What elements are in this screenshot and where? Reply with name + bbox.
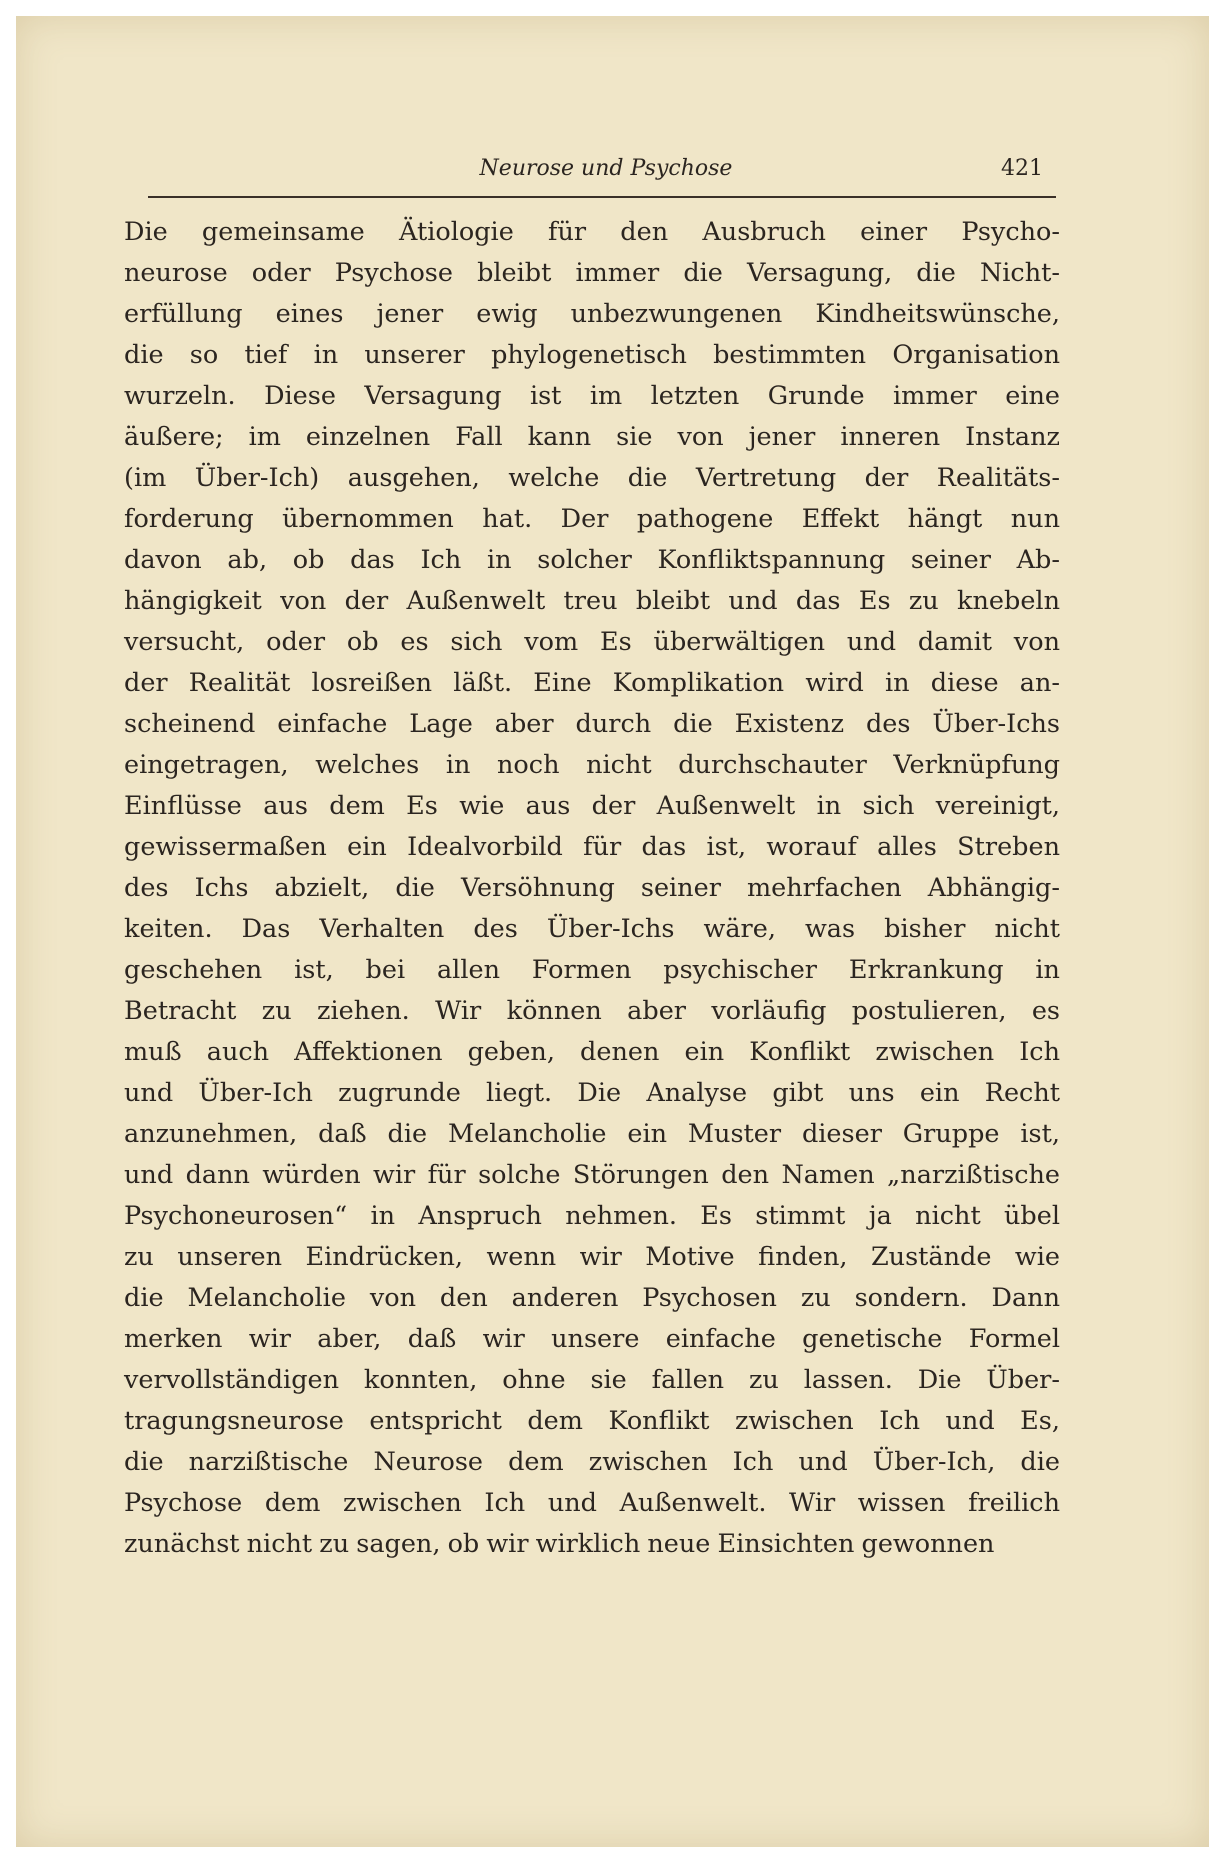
text-line: muß auch Affektionen geben, denen ein Konflikt zwischen Ich bbox=[124, 1037, 1060, 1067]
text-line: versucht, oder ob es sich vom Es überwältigen und damit von bbox=[124, 627, 1060, 657]
text-line: Psychoneurosen“ in Anspruch nehmen. Es stimmt ja nicht übel bbox=[124, 1201, 1060, 1231]
text-line: wurzeln. Diese Versagung ist im letzten Grunde immer eine bbox=[124, 381, 1060, 411]
text-line: Einflüsse aus dem Es wie aus der Außenwelt in sich vereinigt, bbox=[124, 791, 1060, 821]
text-line: Betracht zu ziehen. Wir können aber vorläufig postulieren, es bbox=[124, 996, 1060, 1026]
text-line: Psychose dem zwischen Ich und Außenwelt. Wir wissen freilich bbox=[124, 1488, 1060, 1518]
text-line: und Über-Ich zugrunde liegt. Die Analyse gibt uns ein Recht bbox=[124, 1078, 1060, 1108]
text-line: (im Über-Ich) ausgehen, welche die Vertretung der Realitäts- bbox=[124, 463, 1060, 493]
text-line: eingetragen, welches in noch nicht durchschauter Verknüpfung bbox=[124, 750, 1060, 780]
book-page bbox=[16, 16, 1209, 1847]
text-line: vervollständigen konnten, ohne sie fallen zu lassen. Die Über- bbox=[124, 1365, 1060, 1395]
text-line: davon ab, ob das Ich in solcher Konfliktspannung seiner Ab- bbox=[124, 545, 1060, 575]
text-line: scheinend einfache Lage aber durch die Existenz des Über-Ichs bbox=[124, 709, 1060, 739]
text-line: die narzißtische Neurose dem zwischen Ich und Über-Ich, die bbox=[124, 1447, 1060, 1477]
text-line: anzunehmen, daß die Melancholie ein Muster dieser Gruppe ist, bbox=[124, 1119, 1060, 1149]
text-line: zu unseren Eindrücken, wenn wir Motive finden, Zustände wie bbox=[124, 1242, 1060, 1272]
text-line: Die gemeinsame Ätiologie für den Ausbruch einer Psycho- bbox=[124, 217, 1060, 247]
text-line: merken wir aber, daß wir unsere einfache genetische Formel bbox=[124, 1324, 1060, 1354]
text-line: äußere; im einzelnen Fall kann sie von jener inneren Instanz bbox=[124, 422, 1060, 452]
text-line: die Melancholie von den anderen Psychosen zu sondern. Dann bbox=[124, 1283, 1060, 1313]
text-line: hängigkeit von der Außenwelt treu bleibt und das Es zu knebeln bbox=[124, 586, 1060, 616]
text-line: keiten. Das Verhalten des Über-Ichs wäre, was bisher nicht bbox=[124, 914, 1060, 944]
text-line: und dann würden wir für solche Störungen den Namen „narzißtische bbox=[124, 1160, 1060, 1190]
text-line: gewissermaßen ein Idealvorbild für das ist, worauf alles Streben bbox=[124, 832, 1060, 862]
text-line: die so tief in unserer phylogenetisch bestimmten Organisation bbox=[124, 340, 1060, 370]
text-line: tragungsneurose entspricht dem Konflikt zwischen Ich und Es, bbox=[124, 1406, 1060, 1436]
header-rule bbox=[148, 196, 1056, 198]
text-line: der Realität losreißen läßt. Eine Komplikation wird in diese an- bbox=[124, 668, 1060, 698]
running-title: Neurose und Psychose bbox=[479, 156, 733, 181]
text-line: des Ichs abzielt, die Versöhnung seiner mehrfachen Abhängig- bbox=[124, 873, 1060, 903]
text-line: forderung übernommen hat. Der pathogene Effekt hängt nun bbox=[124, 504, 1060, 534]
page-number: 421 bbox=[1001, 156, 1043, 181]
body-text bbox=[124, 212, 1060, 1565]
text-line: neurose oder Psychose bleibt immer die Versagung, die Nicht- bbox=[124, 258, 1060, 288]
text-line: geschehen ist, bei allen Formen psychischer Erkrankung in bbox=[124, 955, 1060, 985]
text-line: erfüllung eines jener ewig unbezwungenen Kindheitswünsche, bbox=[124, 299, 1060, 329]
text-line: zunächst nicht zu sagen, ob wir wirklich neue Einsichten gewonnen bbox=[124, 1529, 995, 1559]
